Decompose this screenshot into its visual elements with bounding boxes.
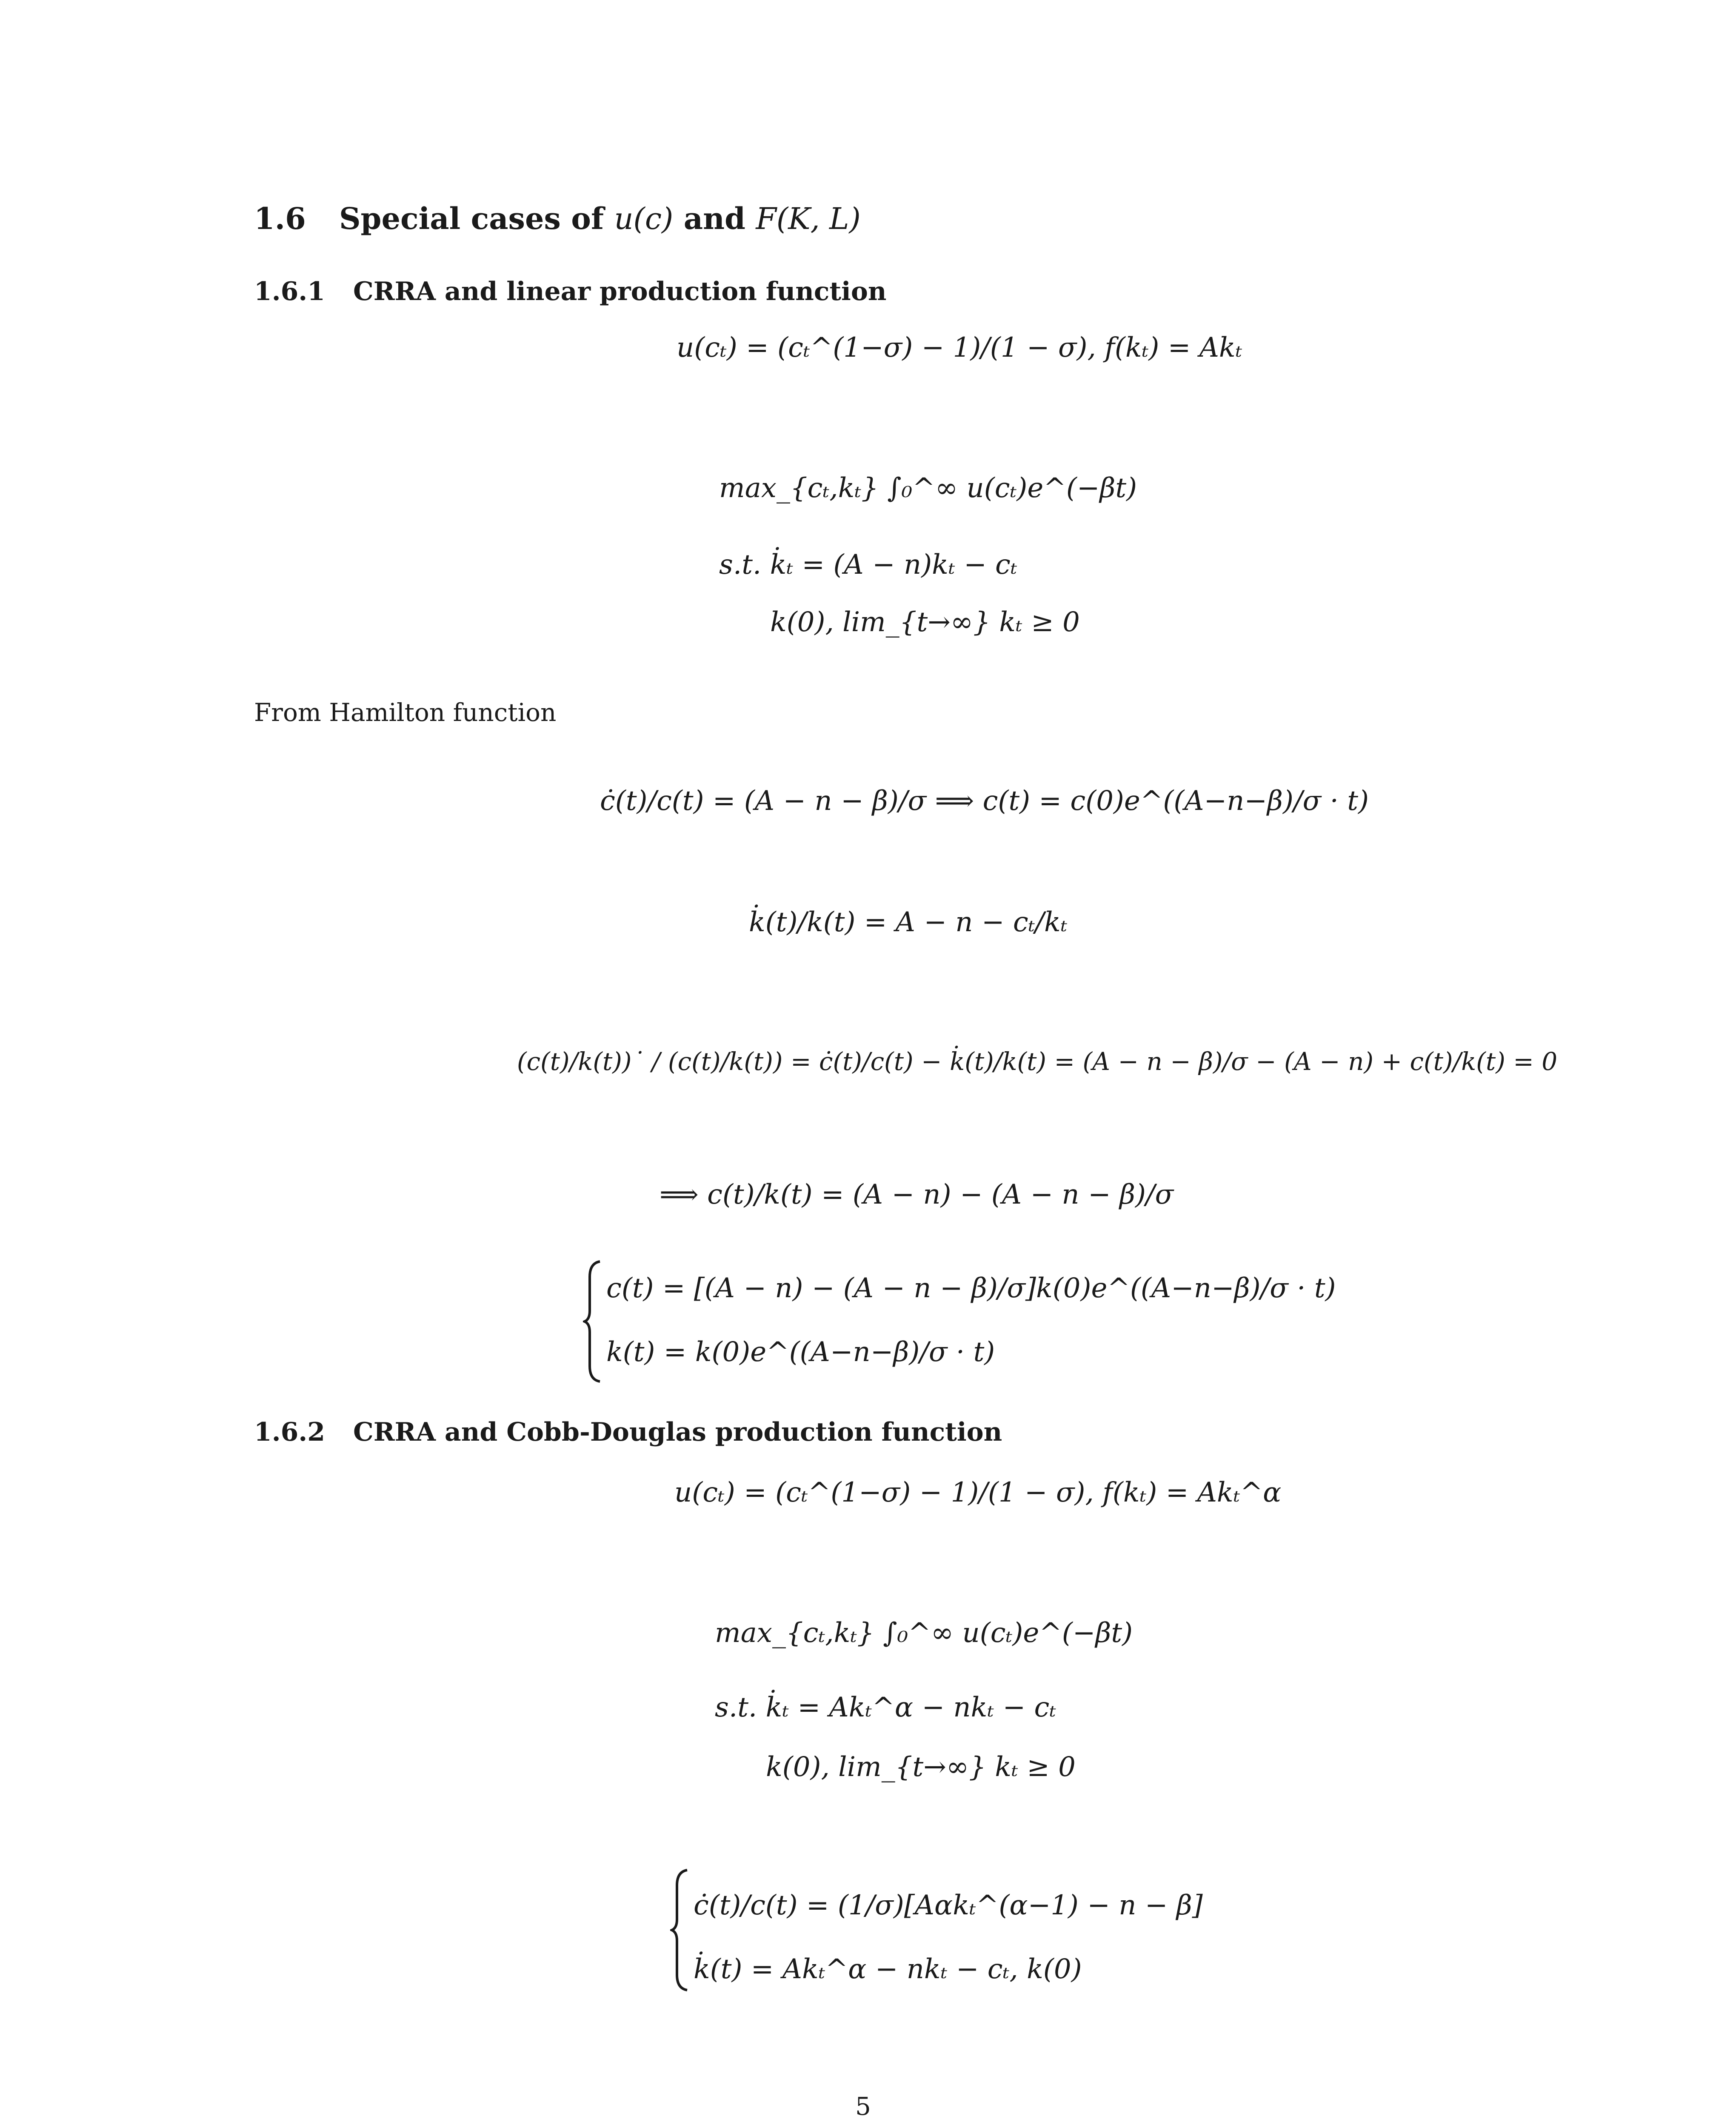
left-brace-1 xyxy=(583,1260,602,1383)
subsection-title-1: CRRA and linear production function xyxy=(353,277,887,306)
boundary-2: k(0), lim_{t→∞} kₜ ≥ 0 xyxy=(766,1751,1076,1783)
boundary-1: k(0), lim_{t→∞} kₜ ≥ 0 xyxy=(770,606,1080,638)
ratio-dynamics-equation: (c(t)/k(t))˙ / (c(t)/k(t)) = ċ(t)/c(t) − k̇(t)/k(t) = (A − n − β)/σ − (A − n) + c(t)/k(t) = 0 xyxy=(517,1047,1558,1076)
objective-1: max_{cₜ,kₜ} ∫₀^∞ u(cₜ)e^(−βt) xyxy=(719,472,1137,504)
ratio-result-equation: ⟹ c(t)/k(t) = (A − n) − (A − n − β)/σ xyxy=(660,1179,1174,1210)
utility-equation-1: u(cₜ) = (cₜ^(1−σ) − 1)/(1 − σ), f(kₜ) = Akₜ xyxy=(677,332,1242,363)
system-c-equation-1: c(t) = [(A − n) − (A − n − β)/σ]k(0)e^((A−n−β)/σ · t) xyxy=(606,1273,1336,1304)
left-brace-2 xyxy=(670,1868,689,1992)
subsection-title-2: CRRA and Cobb-Douglas production function xyxy=(353,1417,1002,1447)
section-heading xyxy=(254,201,861,236)
section-number: 1.6 xyxy=(254,201,306,236)
system-k-equation-1: k(t) = k(0)e^((A−n−β)/σ · t) xyxy=(606,1336,995,1368)
system-k-equation-2: k̇(t) = Akₜ^α − nkₜ − cₜ, k(0) xyxy=(694,1954,1082,1985)
section-and: and xyxy=(683,201,745,236)
system-c-equation-2: ċ(t)/c(t) = (1/σ)[Aαkₜ^(α−1) − n − β] xyxy=(694,1890,1203,1921)
subsection-heading-2 xyxy=(254,1417,1002,1447)
utility-equation-2: u(cₜ) = (cₜ^(1−σ) − 1)/(1 − σ), f(kₜ) = Akₜ^α xyxy=(674,1477,1282,1508)
section-title: Special cases of xyxy=(339,201,604,236)
section-math-u: u(c) xyxy=(614,201,674,236)
constraint-1: s.t. k̇ₜ = (A − n)kₜ − cₜ xyxy=(719,549,1017,581)
consumption-growth-equation: ċ(t)/c(t) = (A − n − β)/σ ⟹ c(t) = c(0)e^((A−n−β)/σ · t) xyxy=(600,785,1369,817)
objective-2: max_{cₜ,kₜ} ∫₀^∞ u(cₜ)e^(−βt) xyxy=(715,1617,1133,1649)
watermark-text xyxy=(1225,2124,1703,2128)
from-hamilton-text: From Hamilton function xyxy=(254,698,557,727)
subsection-number-2: 1.6.2 xyxy=(254,1417,326,1447)
section-math-f: F(K, L) xyxy=(756,201,861,236)
subsection-heading-1 xyxy=(254,277,887,306)
capital-growth-equation: k̇(t)/k(t) = A − n − cₜ/kₜ xyxy=(749,907,1068,938)
subsection-number-1: 1.6.1 xyxy=(254,277,326,306)
constraint-2: s.t. k̇ₜ = Akₜ^α − nkₜ − cₜ xyxy=(715,1692,1056,1723)
page-number: 5 xyxy=(855,2092,871,2121)
